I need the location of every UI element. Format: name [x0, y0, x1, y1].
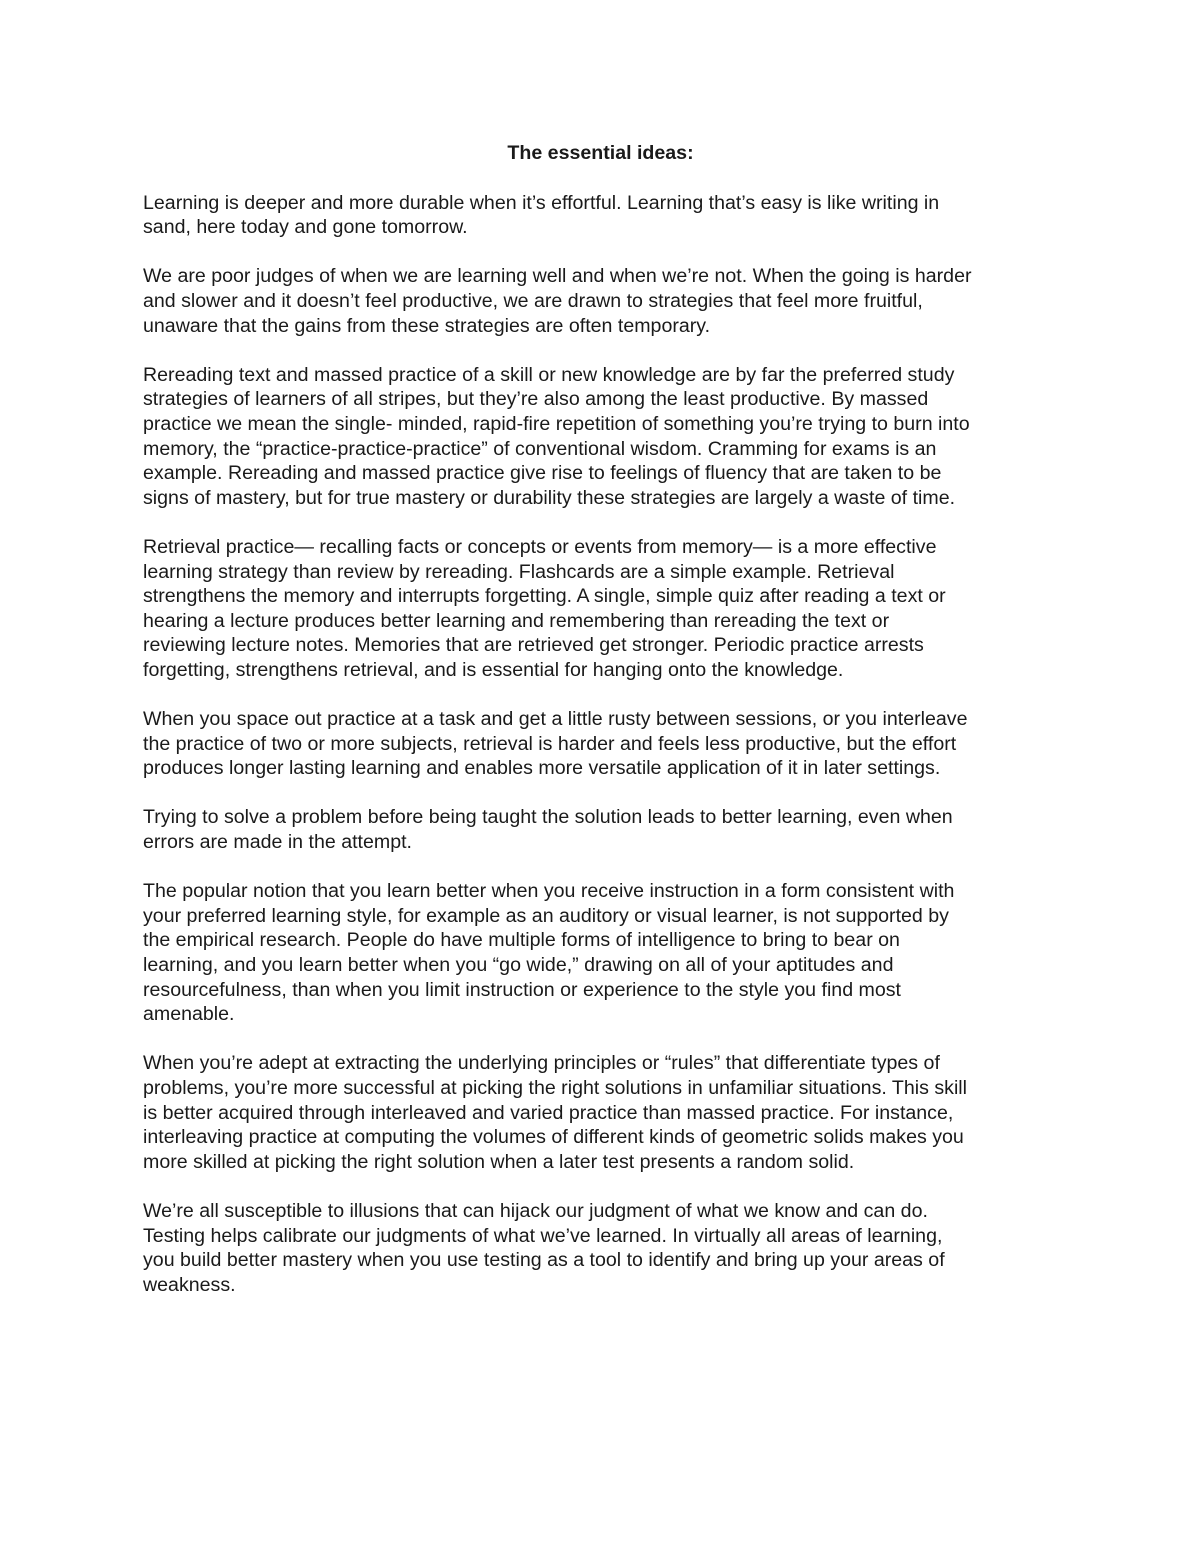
paragraph-line: interleaving practice at computing the volumes of different kinds of geometric solids makes you: [143, 1126, 964, 1149]
paragraph-line: the practice of two or more subjects, retrieval is harder and feels less productive, but the effort: [143, 732, 957, 755]
document-title: The essential ideas:: [507, 142, 694, 164]
paragraph-line: When you space out practice at a task and get a little rusty between sessions, or you interleave: [143, 708, 968, 731]
paragraph-line: the empirical research. People do have multiple forms of intelligence to bring to bear on: [143, 929, 900, 952]
paragraph-list: [143, 191, 1058, 1298]
paragraph: [143, 707, 1058, 781]
paragraph-line: memory, the “practice-practice-practice” of conventional wisdom. Cramming for exams is an: [143, 437, 937, 460]
paragraph-line: When you’re adept at extracting the underlying principles or “rules” that differentiate types of: [143, 1052, 940, 1075]
paragraph-line: resourcefulness, than when you limit instruction or experience to the style you find most: [143, 978, 902, 1001]
paragraph-line: produces longer lasting learning and enables more versatile application of it in later settings.: [143, 757, 941, 780]
paragraph-line: Retrieval practice— recalling facts or concepts or events from memory— is a more effective: [143, 535, 937, 558]
paragraph-line: you build better mastery when you use testing as a tool to identify and bring up your areas of: [143, 1249, 945, 1272]
paragraph-line: sand, here today and gone tomorrow.: [143, 216, 468, 239]
paragraph-line: strategies of learners of all stripes, but they’re also among the least productive. By massed: [143, 388, 929, 411]
paragraph: [143, 264, 1058, 338]
paragraph-line: strengthens the memory and interrupts forgetting. A single, simple quiz after reading a text or: [143, 585, 946, 608]
paragraph-line: more skilled at picking the right solution when a later test presents a random solid.: [143, 1150, 855, 1173]
paragraph-line: Testing helps calibrate our judgments of what we’ve learned. In virtually all areas of learning,: [143, 1224, 943, 1247]
paragraph-line: reviewing lecture notes. Memories that are retrieved get stronger. Periodic practice arrests: [143, 634, 924, 657]
paragraph-line: example. Rereading and massed practice give rise to feelings of fluency that are taken to be: [143, 462, 942, 485]
paragraph: [143, 535, 1058, 683]
paragraph-line: unaware that the gains from these strategies are often temporary.: [143, 314, 711, 337]
paragraph: [143, 879, 1058, 1027]
paragraph-line: Learning is deeper and more durable when it’s effortful. Learning that’s easy is like writing in: [143, 191, 940, 214]
paragraph-line: signs of mastery, but for true mastery or durability these strategies are largely a waste of time.: [143, 486, 956, 509]
document-content: [143, 141, 1058, 1322]
paragraph-line: and slower and it doesn’t feel productive, we are drawn to strategies that feel more fruitful,: [143, 289, 923, 312]
paragraph: [143, 1051, 1058, 1174]
paragraph-line: forgetting, strengthens retrieval, and is essential for hanging onto the knowledge.: [143, 658, 844, 681]
paragraph-line: amenable.: [143, 1003, 235, 1026]
paragraph-line: learning strategy than review by rereading. Flashcards are a simple example. Retrieval: [143, 560, 895, 583]
paragraph-line: learning, and you learn better when you “go wide,” drawing on all of your aptitudes and: [143, 954, 894, 976]
paragraph-line: problems, you’re more successful at picking the right solutions in unfamiliar situations. This skill: [143, 1076, 968, 1099]
paragraph-line: is better acquired through interleaved and varied practice than massed practice. For instance,: [143, 1101, 954, 1124]
paragraph: [143, 363, 1058, 511]
paragraph-line: We are poor judges of when we are learning well and when we’re not. When the going is harder: [143, 265, 972, 288]
paragraph-line: Trying to solve a problem before being taught the solution leads to better learning, even when: [143, 806, 953, 829]
paragraph: [143, 1199, 1058, 1297]
paragraph-line: hearing a lecture produces better learning and remembering than rereading the text or: [143, 609, 890, 632]
paragraph-line: errors are made in the attempt.: [143, 831, 412, 854]
paragraph-line: The popular notion that you learn better when you receive instruction in a form consistent with: [143, 880, 955, 903]
paragraph: [143, 191, 1058, 240]
paragraph-line: We’re all susceptible to illusions that can hijack our judgment of what we know and can do.: [143, 1199, 928, 1222]
paragraph: [143, 805, 1058, 854]
paragraph-line: practice we mean the single- minded, rapid-fire repetition of something you’re trying to burn into: [143, 412, 970, 435]
paragraph-line: weakness.: [143, 1273, 236, 1296]
paragraph-line: Rereading text and massed practice of a skill or new knowledge are by far the preferred study: [143, 363, 955, 386]
paragraph-line: your preferred learning style, for example as an auditory or visual learner, is not supported by: [143, 904, 949, 927]
